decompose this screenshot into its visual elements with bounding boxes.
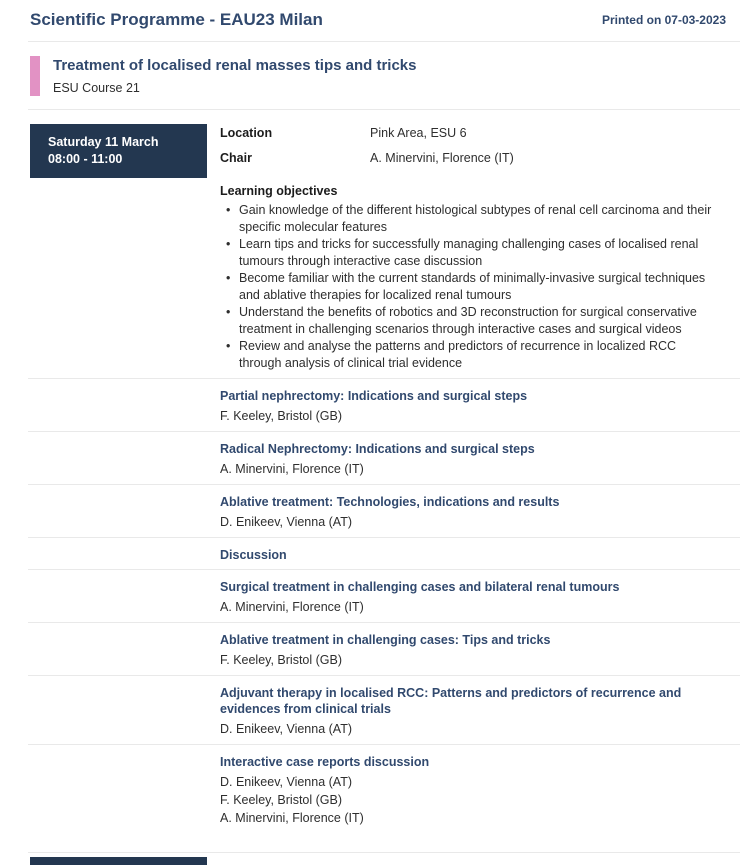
programme-item bbox=[28, 537, 740, 569]
session-item-title: Ablative treatment in challenging cases: Tips and tricks bbox=[220, 633, 551, 647]
learning-objectives-list bbox=[220, 202, 720, 372]
programme-item bbox=[28, 744, 740, 833]
speaker-name: A. Minervini, Florence (IT) bbox=[220, 462, 364, 476]
divider bbox=[28, 109, 740, 110]
chair-value: A. Minervini, Florence (IT) bbox=[370, 151, 514, 165]
chair-label: Chair bbox=[220, 151, 252, 165]
speaker-name: D. Enikeev, Vienna (AT) bbox=[220, 775, 353, 789]
speaker-name: A. Minervini, Florence (IT) bbox=[220, 600, 364, 614]
programme-item bbox=[28, 622, 740, 675]
session-item-title: Ablative treatment: Technologies, indications and results bbox=[220, 495, 560, 509]
programme-item bbox=[28, 675, 740, 744]
programme-item bbox=[28, 569, 740, 622]
learning-objective-item: • Understand the benefits of robotics and 3D reconstruction for surgical conservative treatment in challenging scenarios through interactive cases and surgical videos bbox=[220, 304, 720, 338]
session-date: Saturday 11 March bbox=[48, 135, 159, 149]
divider bbox=[28, 852, 740, 853]
session-item-title: Surgical treatment in challenging cases and bilateral renal tumours bbox=[220, 580, 620, 594]
speaker-name: D. Enikeev, Vienna (AT) bbox=[220, 515, 353, 529]
session-item-title: Radical Nephrectomy: Indications and surgical steps bbox=[220, 442, 535, 456]
session-item-speakers bbox=[220, 460, 740, 478]
speaker-name: F. Keeley, Bristol (GB) bbox=[220, 793, 343, 807]
location-label: Location bbox=[220, 126, 273, 140]
course-title: Treatment of localised renal masses tips and tricks bbox=[53, 57, 417, 74]
printed-date: Printed on 07-03-2023 bbox=[601, 13, 726, 27]
session-item-speakers bbox=[220, 720, 740, 738]
course-header bbox=[30, 56, 726, 96]
page-title: Scientific Programme - EAU23 Milan bbox=[30, 10, 323, 29]
programme-list bbox=[28, 378, 740, 833]
next-date-box-partial bbox=[30, 857, 207, 865]
divider bbox=[28, 41, 740, 42]
course-subtitle: ESU Course 21 bbox=[53, 81, 140, 95]
learning-objective-item: • Gain knowledge of the different histological subtypes of renal cell carcinoma and their specific molecular features bbox=[220, 202, 720, 236]
speaker-name: A. Minervini, Florence (IT) bbox=[220, 811, 364, 825]
session-date-box bbox=[30, 124, 207, 178]
programme-item bbox=[28, 484, 740, 537]
session-details bbox=[30, 124, 726, 372]
learning-objectives-heading: Learning objectives bbox=[220, 184, 338, 198]
learning-objective-item: • Become familiar with the current standards of minimally-invasive surgical techniques and ablative therapies for localized renal tumours bbox=[220, 270, 720, 304]
programme-item bbox=[28, 378, 740, 431]
course-text bbox=[53, 56, 416, 96]
session-info bbox=[220, 124, 726, 372]
session-item-speakers bbox=[220, 598, 740, 616]
session-item-title: Interactive case reports discussion bbox=[220, 755, 430, 769]
learning-objective-item: • Review and analyse the patterns and predictors of recurrence in localized RCC through analysis of clinical trial evidence bbox=[220, 338, 720, 372]
page-header bbox=[0, 0, 750, 30]
session-item-title: Partial nephrectomy: Indications and surgical steps bbox=[220, 389, 528, 403]
session-item-speakers bbox=[220, 407, 740, 425]
course-accent-bar bbox=[30, 56, 40, 96]
learning-objective-item: • Learn tips and tricks for successfully managing challenging cases of localised renal tumours through interactive case discussion bbox=[220, 236, 720, 270]
session-time: 08:00 - 11:00 bbox=[48, 152, 123, 166]
session-item-speakers bbox=[220, 651, 740, 669]
speaker-name: F. Keeley, Bristol (GB) bbox=[220, 653, 343, 667]
session-item-speakers bbox=[220, 773, 740, 827]
location-value: Pink Area, ESU 6 bbox=[370, 126, 467, 140]
session-item-speakers bbox=[220, 513, 740, 531]
session-item-title: Discussion bbox=[220, 548, 287, 562]
learning-objectives bbox=[220, 183, 720, 372]
speaker-name: F. Keeley, Bristol (GB) bbox=[220, 409, 343, 423]
session-item-title: Adjuvant therapy in localised RCC: Patterns and predictors of recurrence and evidences from clinical trials bbox=[220, 686, 682, 716]
programme-item bbox=[28, 431, 740, 484]
location-row bbox=[220, 125, 726, 142]
chair-row bbox=[220, 150, 726, 167]
speaker-name: D. Enikeev, Vienna (AT) bbox=[220, 722, 353, 736]
